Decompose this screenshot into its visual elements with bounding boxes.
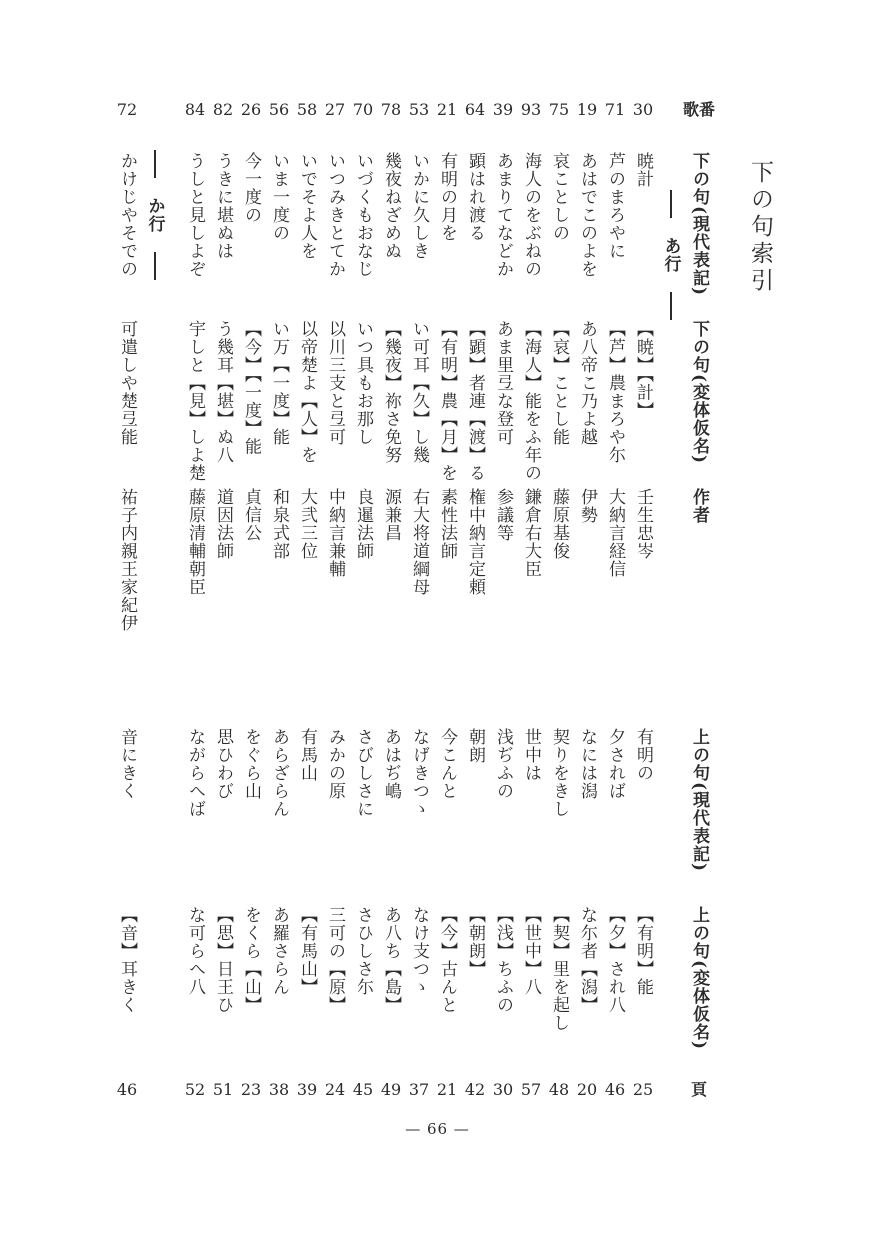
header-kami-hentai: 上の句(変体仮名) (689, 906, 709, 1051)
kami-hentai: 【有明】能 (633, 906, 653, 996)
index-row (116, 100, 138, 1120)
section-rule (154, 252, 156, 280)
shimo-hentai: 【哀】ことし能 (549, 320, 569, 446)
index-row (184, 100, 206, 1120)
shimo-hentai: あ八帝こ乃よ越 (577, 320, 597, 446)
shimo-modern: 今一度の (241, 152, 261, 224)
author: 藤原清輔朝臣 (185, 488, 205, 596)
index-row (408, 100, 430, 1120)
kami-hentai: 【思】日王ひ (213, 906, 233, 1014)
author: 権中納言定頼 (465, 488, 485, 596)
author: 鎌倉右大臣 (521, 488, 541, 578)
section-heading-a (660, 190, 682, 320)
kami-hentai: 【朝朗】 (465, 906, 485, 978)
index-row (268, 100, 290, 1120)
kami-modern: 浅ぢふの (493, 728, 513, 800)
shimo-hentai: い万【一度】能 (269, 320, 289, 446)
page-ref: 46 (604, 1080, 626, 1099)
page-ref: 51 (212, 1080, 234, 1099)
index-row (324, 100, 346, 1120)
kami-modern: みかの原 (325, 728, 345, 800)
song-number: 19 (576, 100, 598, 119)
page-ref: 52 (184, 1080, 206, 1099)
author: 右大将道綱母 (409, 488, 429, 596)
song-number: 53 (408, 100, 430, 119)
index-row (576, 100, 598, 1120)
author: 壬生忠岑 (633, 488, 653, 560)
header-number: 歌番 (682, 100, 715, 119)
header-shimo-hentai: 下の句(変体仮名) (689, 320, 709, 465)
section-column-a (660, 100, 682, 1120)
kami-hentai: 【音】耳きく (117, 906, 137, 1014)
shimo-hentai: 宇しと【見】しよ楚 (185, 320, 205, 482)
shimo-modern: 芦のまろやに (605, 152, 625, 260)
page-ref: 46 (116, 1080, 138, 1099)
shimo-modern: いま一度の (269, 152, 289, 242)
kami-modern: さびしさに (353, 728, 373, 818)
page-ref: 21 (436, 1080, 458, 1099)
index-row (520, 100, 542, 1120)
index-row (604, 100, 626, 1120)
song-number: 21 (436, 100, 458, 119)
header-shimo-modern: 下の句(現代表記) (689, 152, 709, 297)
song-number: 84 (184, 100, 206, 119)
kami-hentai: 【夕】され八 (605, 906, 625, 1014)
header-page: 頁 (690, 1080, 707, 1099)
kami-modern: 契りをきし (549, 728, 569, 818)
kami-hentai: あ八ち【島】 (381, 906, 401, 1014)
page-ref: 37 (408, 1080, 430, 1099)
song-number: 26 (240, 100, 262, 119)
author: 藤原基俊 (549, 488, 569, 560)
index-row (492, 100, 514, 1120)
kami-hentai: 【浅】ちふの (493, 906, 513, 1014)
index-row (548, 100, 570, 1120)
page-ref: 25 (632, 1080, 654, 1099)
kami-modern: 有明の (633, 728, 653, 782)
page-ref: 23 (240, 1080, 262, 1099)
author: 良暹法師 (353, 488, 373, 560)
song-number: 72 (116, 100, 138, 119)
page-ref: 24 (324, 1080, 346, 1099)
kami-hentai: あ羅さらん (269, 906, 289, 996)
shimo-modern: うきに堪ぬは (213, 152, 233, 260)
kami-modern: 思ひわび (213, 728, 233, 800)
section-rule (670, 190, 672, 218)
kami-modern: なげきつゝ (409, 728, 429, 818)
page-ref: 48 (548, 1080, 570, 1099)
section-rule (154, 150, 156, 178)
shimo-hentai: 【芦】農まろや尓 (605, 320, 625, 464)
section-column-ka (144, 100, 166, 1120)
page-number: — 66 — (405, 1120, 470, 1138)
song-number: 39 (492, 100, 514, 119)
kami-modern: あはぢ嶋 (381, 728, 401, 800)
song-number: 64 (464, 100, 486, 119)
shimo-hentai: いつ具もお那し (353, 320, 373, 446)
section-rule (670, 292, 672, 320)
author: 中納言兼輔 (325, 488, 345, 578)
page-ref: 42 (464, 1080, 486, 1099)
kami-hentai: 【世中】八 (521, 906, 541, 996)
section-label: あ行 (660, 237, 681, 273)
index-row (296, 100, 318, 1120)
page-ref: 45 (352, 1080, 374, 1099)
index-row (380, 100, 402, 1120)
kami-modern: 今こんと (437, 728, 457, 800)
index-row (632, 100, 654, 1120)
kami-hentai: な尓者【潟】 (577, 906, 597, 1014)
shimo-hentai: 以川三支と弖可 (325, 320, 345, 446)
kami-modern: 世中は (521, 728, 541, 782)
kami-hentai: 【今】古んと (437, 906, 457, 1014)
shimo-hentai: う幾耳【堪】ぬ八 (213, 320, 233, 464)
shimo-hentai: 可遣しや楚弖能 (117, 320, 137, 446)
author: 貞信公 (241, 488, 261, 542)
shimo-modern: いかに久しき (409, 152, 429, 260)
shimo-hentai: 【有明】農【月】を (437, 320, 457, 482)
index-row (212, 100, 234, 1120)
kami-modern: 音にきく (117, 728, 137, 800)
song-number: 56 (268, 100, 290, 119)
song-number: 78 (380, 100, 402, 119)
kami-hentai: な可らへ八 (185, 906, 205, 996)
shimo-hentai: 以帝楚よ【人】を (297, 320, 317, 464)
shimo-hentai: 【海人】能をふ年の (521, 320, 541, 482)
shimo-modern: いつみきとてか (325, 152, 345, 278)
kami-hentai: 【有馬山】 (297, 906, 317, 996)
index-row (352, 100, 374, 1120)
kami-modern: なには潟 (577, 728, 597, 800)
kami-modern: ながらへば (185, 728, 205, 818)
song-number: 27 (324, 100, 346, 119)
author: 参議等 (493, 488, 513, 542)
song-number: 30 (632, 100, 654, 119)
shimo-modern: 顕はれ渡る (465, 152, 485, 242)
shimo-modern: うしと見しよぞ (185, 152, 205, 278)
index-row (240, 100, 262, 1120)
shimo-hentai: 【暁】【計】 (633, 320, 653, 420)
song-number: 71 (604, 100, 626, 119)
kami-modern: あらざらん (269, 728, 289, 818)
kami-modern: 有馬山 (297, 728, 317, 782)
section-label: か行 (144, 197, 165, 233)
page-ref: 39 (296, 1080, 318, 1099)
song-number: 58 (296, 100, 318, 119)
shimo-hentai: 【今】【一度】能 (241, 320, 261, 456)
song-number: 93 (520, 100, 542, 119)
author: 道因法師 (213, 488, 233, 560)
shimo-hentai: あま里弖な登可 (493, 320, 513, 446)
section-heading-ka (144, 150, 166, 280)
author: 伊勢 (577, 488, 597, 524)
page-ref: 20 (576, 1080, 598, 1099)
author: 大納言経信 (605, 488, 625, 578)
kami-modern: をぐら山 (241, 728, 261, 800)
index-row (464, 100, 486, 1120)
kami-hentai: をくら【山】 (241, 906, 261, 1014)
page-title: 下の句索引 (747, 160, 773, 295)
page-ref: 38 (268, 1080, 290, 1099)
kami-modern: 夕されば (605, 728, 625, 800)
page-ref: 30 (492, 1080, 514, 1099)
shimo-modern: あまりてなどか (493, 152, 513, 278)
shimo-modern: 哀ことしの (549, 152, 569, 242)
shimo-modern: かけじやそでの (117, 152, 137, 278)
author: 大弐三位 (297, 488, 317, 560)
kami-hentai: 【契】里を起し (549, 906, 569, 1032)
page-ref: 57 (520, 1080, 542, 1099)
author: 祐子内親王家紀伊 (117, 488, 137, 632)
shimo-hentai: 【幾夜】祢さ免努 (381, 320, 401, 464)
shimo-modern: 幾夜ねざめぬ (381, 152, 401, 260)
author: 和泉式部 (269, 488, 289, 560)
header-author: 作者 (689, 488, 709, 524)
shimo-modern: 有明の月を (437, 152, 457, 242)
song-number: 75 (548, 100, 570, 119)
header-kami-modern: 上の句(現代表記) (689, 728, 709, 873)
kami-hentai: なけ支つゝ (409, 906, 429, 996)
shimo-modern: 海人のをぶねの (521, 152, 541, 278)
shimo-hentai: 【顕】者連【渡】る (465, 320, 485, 482)
kami-hentai: さひしさ尓 (353, 906, 373, 996)
kami-modern: 朝朗 (465, 728, 485, 764)
song-number: 82 (212, 100, 234, 119)
page-ref: 49 (380, 1080, 402, 1099)
author: 源兼昌 (381, 488, 401, 542)
shimo-modern: 暁計 (633, 152, 653, 188)
shimo-modern: いづくもおなじ (353, 152, 373, 278)
song-number: 70 (352, 100, 374, 119)
index-row (436, 100, 458, 1120)
shimo-modern: いでそよ人を (297, 152, 317, 260)
shimo-hentai: い可耳【久】し幾 (409, 320, 429, 464)
shimo-modern: あはでこのよを (577, 152, 597, 278)
kami-hentai: 三可の【原】 (325, 906, 345, 1014)
header-column (682, 100, 715, 1120)
author: 素性法師 (437, 488, 457, 560)
